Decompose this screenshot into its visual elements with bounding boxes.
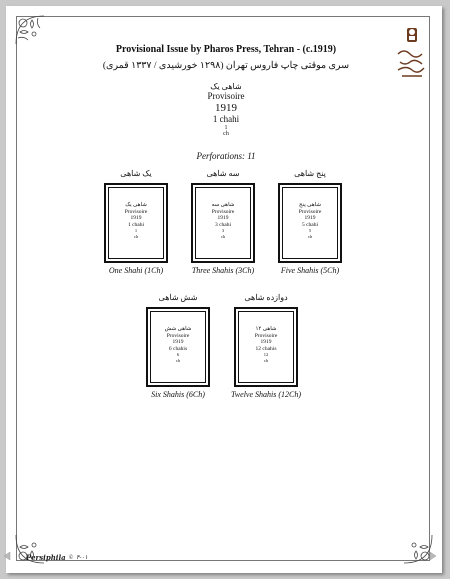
stamp-fa-unit: شاهی xyxy=(262,326,277,332)
stamp-caption: Five Shahis (5Ch) xyxy=(280,266,340,275)
stamp-frame xyxy=(146,307,210,387)
stamp-frame xyxy=(104,183,168,263)
stamp-provisoire: Provisoire xyxy=(254,332,278,339)
stamp-fraction-bottom: ch xyxy=(307,233,313,239)
stamp-fa-value: شش xyxy=(164,326,177,332)
stamp-persian-label: سه شاهی xyxy=(206,169,240,178)
overprint-persian-row xyxy=(126,82,326,91)
perforations-label: Perforations: 11 xyxy=(196,151,256,161)
stamp-caption: Three Shahis (3Ch) xyxy=(191,266,255,275)
stamp-slot-3ch xyxy=(178,168,268,275)
album-page xyxy=(6,6,442,573)
stamp-fraction-bottom: ch xyxy=(220,233,226,239)
overprint-specimen xyxy=(126,82,326,138)
stamp-frame xyxy=(191,183,255,263)
overprint-provisoire: Provisoire xyxy=(207,91,245,102)
stamp-image xyxy=(150,311,206,383)
overprint-fraction-bottom: ch xyxy=(223,131,229,138)
stamp-persian-label: شش شاهی xyxy=(158,293,198,302)
overprint-year: 1919 xyxy=(215,101,237,114)
footer-brand: Persiphila xyxy=(26,553,66,562)
floral-corner-ornament-icon xyxy=(14,14,46,46)
stamp-caption: One Shahi (1Ch) xyxy=(108,266,164,275)
stamp-fraction-top: 1 xyxy=(134,228,138,234)
scroll-right-arrow-icon[interactable] xyxy=(428,551,438,561)
stamp-fa-unit: شاهی xyxy=(220,202,235,208)
stamp-year: 1919 xyxy=(260,339,272,346)
stamp-fa-value: ۱۲ xyxy=(255,326,262,332)
stamp-frame xyxy=(234,307,298,387)
stamp-provisoire: Provisoire xyxy=(166,332,190,339)
stamp-year: 1919 xyxy=(172,339,184,346)
stamp-fa-value: سه xyxy=(211,202,220,208)
overprint-persian-unit: شاهی xyxy=(221,82,242,91)
stamp-persian-label: پنج شاهی xyxy=(294,169,326,178)
page-title: Provisional Issue by Pharos Press, Tehran - (c.1919) xyxy=(115,44,337,55)
stamp-value-text: 3 chahi xyxy=(214,221,232,228)
stamp-value-text: 1 chahi xyxy=(127,221,145,228)
stamp-caption: Six Shahis (6Ch) xyxy=(151,390,205,399)
stamp-fraction-bottom: ch xyxy=(263,357,269,363)
stamp-fraction-top: 6 xyxy=(176,352,180,358)
stamp-fa-unit: شاهی xyxy=(307,202,321,208)
stamp-fraction-bottom: ch xyxy=(133,233,139,239)
footer-page-code: ۴-۰۱ xyxy=(76,555,88,561)
stamp-fraction-top: 5 xyxy=(308,228,312,234)
stamp-slot-5ch xyxy=(265,168,355,275)
stamp-caption: Twelve Shahis (12Ch) xyxy=(230,390,302,399)
overprint-fraction-top: 1 xyxy=(224,124,228,131)
stamp-image xyxy=(238,311,294,383)
stamp-slot-12ch xyxy=(221,292,311,399)
stamp-value-text: 6 chahis xyxy=(168,345,188,352)
stamp-year: 1919 xyxy=(130,215,142,222)
overprint-value-text: 1 chahi xyxy=(212,114,240,125)
stamp-fa-unit: شاهی xyxy=(133,202,147,208)
stamp-fraction-top: 3 xyxy=(221,228,225,234)
stamp-provisoire: Provisoire xyxy=(298,208,322,215)
stamp-value-text: 5 chahi xyxy=(301,221,319,228)
stamp-image xyxy=(195,187,251,259)
stamp-fraction-bottom: ch xyxy=(175,357,181,363)
stamp-provisoire: Provisoire xyxy=(211,208,235,215)
stamp-persian-label: دوازده شاهی xyxy=(244,293,288,302)
overprint-persian-value: یک xyxy=(210,82,220,91)
stamp-fa-value: پنج xyxy=(299,202,306,208)
page-subtitle-persian: سری موقتی چاپ فاروس تهران (۱۲۹۸ خورشیدی / ۱۳۳۷ قمری) xyxy=(102,61,350,71)
page-footer xyxy=(26,553,88,562)
stamp-fa-unit: شاهی xyxy=(177,326,192,332)
scroll-left-arrow-icon[interactable] xyxy=(2,551,12,561)
stamp-image xyxy=(108,187,164,259)
stamp-persian-label: یک شاهی xyxy=(120,169,152,178)
stamp-provisoire: Provisoire xyxy=(124,208,148,215)
stamp-year: 1919 xyxy=(217,215,229,222)
stamp-frame xyxy=(278,183,342,263)
stamp-fa-value: یک xyxy=(125,202,132,208)
stamp-year: 1919 xyxy=(304,215,316,222)
footer-copyright-symbol: © xyxy=(68,554,74,561)
stamp-fraction-top: 12 xyxy=(263,352,269,358)
stamp-slot-6ch xyxy=(133,292,223,399)
calligraphy-logo-icon xyxy=(394,26,430,82)
stamp-slot-1ch xyxy=(91,168,181,275)
stamp-image xyxy=(282,187,338,259)
stamp-value-text: 12 chahis xyxy=(255,345,277,352)
